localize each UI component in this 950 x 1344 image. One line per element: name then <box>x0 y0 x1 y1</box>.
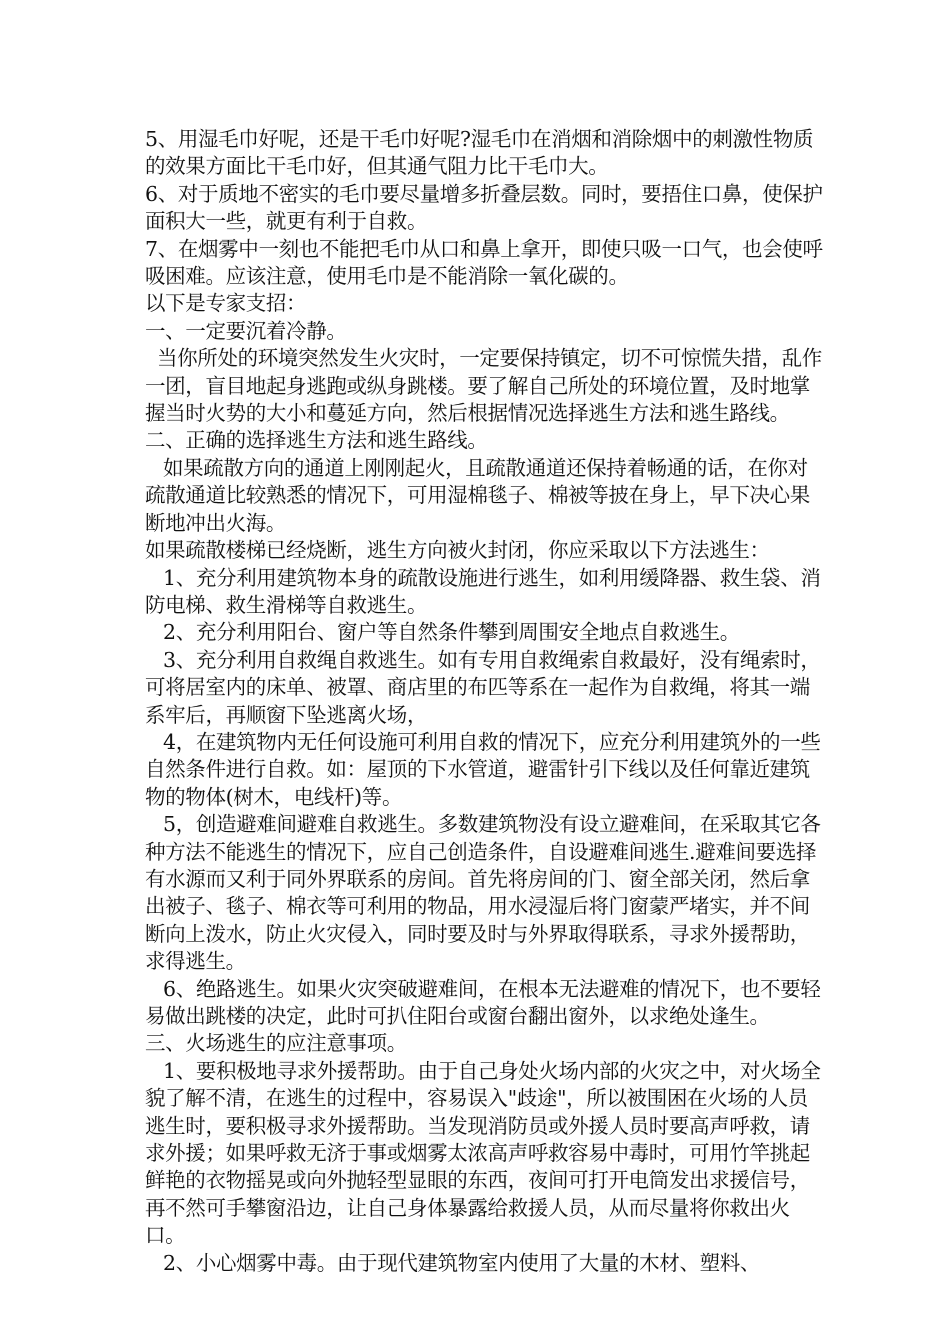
heading-stay-calm: 一、一定要沉着冷静。 <box>145 318 347 343</box>
heading-precautions: 三、火场逃生的应注意事项。 <box>145 1031 407 1056</box>
paragraph-stairs-burned: 如果疏散楼梯已经烧断，逃生方向被火封闭，你应采取以下方法逃生： <box>145 538 770 563</box>
list-item-escape-2: 2、充分利用阳台、窗户等自然条件攀到周围安全地点自救逃生。 <box>163 620 740 645</box>
list-item-escape-4: 4，在建筑物内无任何设施可利用自救的情况下，应充分利用建筑外的一些自然条件进行自救。如：屋顶的下水管道，避雷针引下线以及任何靠近建筑物的物体(树木，电线杆)等。 <box>145 729 821 809</box>
paragraph-towel-keep-on: 7、在烟雾中一刻也不能把毛巾从口和鼻上拿开，即使只吸一口气，也会使呼吸困难。应该注意，使用毛巾是不能消除一氧化碳的。 <box>145 236 823 289</box>
list-item-escape-6: 6、绝路逃生。如果火灾突破避难间，在根本无法避难的情况下，也不要轻易做出跳楼的决定，此时可扒住阳台或窗台翻出窗外，以求绝处逢生。 <box>145 976 821 1028</box>
paragraph-towel-wet-vs-dry: 5、用湿毛巾好呢，还是干毛巾好呢?湿毛巾在消烟和消除烟中的刺激性物质的效果方面比干毛巾好，但其通气阻力比干毛巾大。 <box>145 127 814 179</box>
paragraph-towel-folding: 6、对于质地不密实的毛巾要尽量增多折叠层数。同时，要捂住口鼻，使保护面积大一些，就更有利于自救。 <box>145 181 823 234</box>
list-item-precaution-2: 2、小心烟雾中毒。由于现代建筑物室内使用了大量的木材、塑料、 <box>163 1250 761 1275</box>
paragraph-choose-route: 如果疏散方向的通道上刚刚起火，且疏散通道还保持着畅通的话，在你对疏散通道比较熟悉的情况下，可用湿棉毯子、棉被等披在身上，早下决心果断地冲出火海。 <box>145 455 810 535</box>
list-item-escape-5: 5，创造避难间避难自救逃生。多数建筑物没有设立避难间，在采取其它各种方法不能逃生的情况下，应自己创造条件，自设避难间逃生.避难间要选择有水源而又利于同外界联系的房间。首先将房间的门、窗全部关闭，然后拿出被子、毯子、棉衣等可利用的物品，用水浸湿后将门窗蒙严堵实，并不间断向上泼水，防止火灾侵入，同时要及时与外界取得联系，寻求外援帮助，求得逃生。 <box>145 812 821 974</box>
paragraph-stay-calm: 当你所处的环境突然发生火灾时，一定要保持镇定，切不可惊慌失措，乱作一团，盲目地起身逃跑或纵身跳楼。要了解自己所处的环境位置，及时地掌握当时火势的大小和蔓延方向，然后根据情况选择逃生方法和逃生路线。 <box>145 346 822 426</box>
paragraph-experts-intro: 以下是专家支招： <box>145 291 307 316</box>
heading-choose-route: 二、正确的选择逃生方法和逃生路线。 <box>145 428 488 453</box>
list-item-escape-1: 1、充分利用建筑物本身的疏散设施进行逃生，如利用缓降器、救生袋、消防电梯、救生滑梯等自救逃生。 <box>145 565 821 617</box>
list-item-escape-3: 3、充分利用自救绳自救逃生。如有专用自救绳索自救最好，没有绳索时，可将居室内的床单、被罩、商店里的布匹等系在一起作为自救绳，将其一端系牢后，再顺窗下坠逃离火场， <box>145 647 821 727</box>
list-item-precaution-1: 1、要积极地寻求外援帮助。由于自己身处火场内部的火灾之中，对火场全貌了解不清，在逃生的过程中，容易误入"歧途"，所以被围困在火场的人员逃生时，要积极寻求外援帮助。当发现消防员或外援人员时要高声呼救，请求外援；如果呼救无济于事或烟雾太浓高声呼救容易中毒时，可用竹竿挑起鲜艳的衣物摇晃或向外抛轻型显眼的东西，夜间可打开电筒发出求援信号，再不然可手攀窗沿边，让自己身体暴露给救援人员，从而尽量将你救出火口。 <box>145 1058 821 1248</box>
document-body <box>145 126 825 1277</box>
